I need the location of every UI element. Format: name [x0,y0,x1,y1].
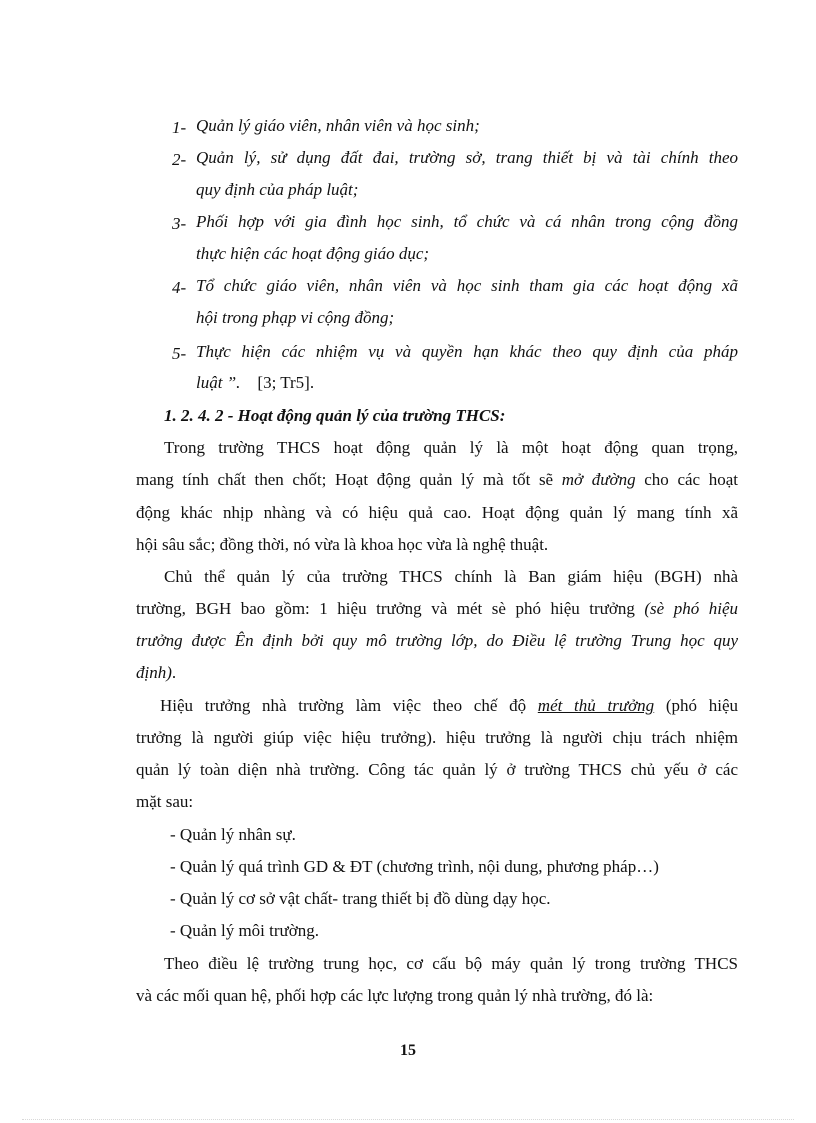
list-number: 5- [172,344,187,363]
list-item: - Quản lý quá trình GD & ĐT (chương trình, nội dung, phương pháp…) [170,857,659,876]
emphasis-text: (sè phó hiệu [644,599,739,618]
list-item: - Quản lý cơ sở vật chất- trang thiết bị đồ dùng dạy học. [170,889,551,908]
list-item-line: quy định của pháp luật; [196,180,359,199]
emphasis-text: mét thủ trưởng [537,696,655,715]
paragraph-line: và các mối quan hệ, phối hợp các lực lượng trong quản lý nhà trường, đó là: [136,986,654,1005]
paragraph-line [136,663,176,683]
list-item-line: thực hiện các hoạt động giáo dục; [196,244,430,263]
text-run: . [171,663,177,682]
citation: [3; Tr5]. [257,373,315,392]
paragraph-line [136,599,738,619]
list-item-line [196,373,314,393]
emphasis-text: mở đường [561,470,636,489]
paragraph-line [160,696,738,716]
paragraph-line: Trong trường THCS hoạt động quản lý là một hoạt động quan trọng, [164,438,738,457]
list-item-line: hội trong phạp vi cộng đồng; [196,308,395,327]
paragraph-line: trưởng được Ên định bởi quy mô trường lớp, do Điều lệ trường Trung học quy [136,631,738,650]
text-run: trường, BGH bao gồm: 1 hiệu trưởng và mét sè phó hiệu trưởng [136,599,635,618]
paragraph-line: trưởng là người giúp việc hiệu trưởng). hiệu trưởng là người chịu trách nhiệm [136,728,738,747]
paragraph-line: mặt sau: [136,792,194,811]
list-item-line: Thực hiện các nhiệm vụ và quyền hạn khác theo quy định của pháp [196,342,738,361]
text-run: cho các hoạt [644,470,739,489]
list-item-line: Quản lý, sử dụng đất đai, trường sở, trang thiết bị và tài chính theo [196,148,738,167]
text-run: Hiệu trưởng nhà trường làm việc theo chế độ [160,696,527,715]
paragraph-line: hội sâu sắc; đồng thời, nó vừa là khoa học vừa là nghệ thuật. [136,535,549,554]
list-number: 4- [172,278,187,297]
paragraph-line [136,470,738,490]
list-item: - Quản lý môi trường. [170,921,319,940]
page-number: 15 [400,1042,416,1059]
list-item-line: Tổ chức giáo viên, nhân viên và học sinh tham gia các hoạt động xã [196,276,738,295]
paragraph-line: quản lý toàn diện nhà trường. Công tác quản lý ở trường THCS chủ yếu ở các [136,760,738,779]
list-item-line: Phối hợp với gia đình học sinh, tổ chức và cá nhân trong cộng đồng [196,212,738,231]
paragraph-line: Theo điều lệ trường trung học, cơ cấu bộ máy quản lý trong trường THCS [164,954,738,973]
emphasis-text: định) [136,663,172,682]
text-run: (phó hiệu [665,696,739,715]
list-number: 3- [172,214,187,233]
list-item-line: Quản lý giáo viên, nhân viên và học sinh; [196,116,480,135]
list-item-text: luật ”. [196,373,241,392]
text-run: mang tính chất then chốt; Hoạt động quản lý mà tốt sẽ [136,470,554,489]
list-item: - Quản lý nhân sự. [170,825,296,844]
paragraph-line: Chủ thể quản lý của trường THCS chính là Ban giám hiệu (BGH) nhà [164,567,738,586]
section-heading: 1. 2. 4. 2 - Hoạt động quản lý của trường THCS: [164,406,506,425]
page-bottom-divider [22,1119,794,1120]
list-number: 2- [172,150,187,169]
list-number: 1- [172,118,187,137]
paragraph-line: động khác nhịp nhàng và có hiệu quả cao. Hoạt động quản lý mang tính xã [136,503,738,522]
